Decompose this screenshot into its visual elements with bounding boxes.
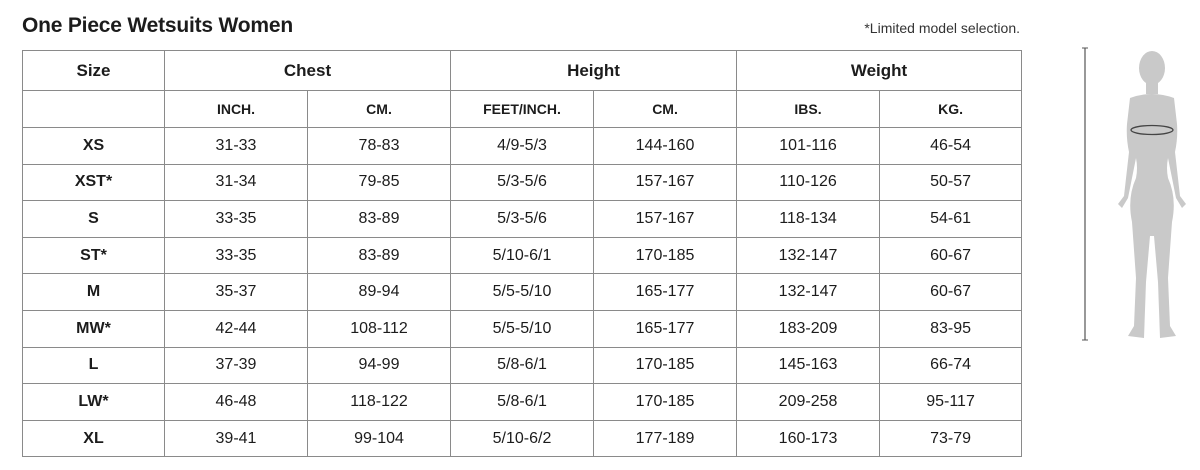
height-feet-inch-cell: 5/3-5/6	[451, 164, 594, 201]
height-cm-cell: 170-185	[594, 384, 737, 421]
chest-inch-cell: 33-35	[165, 201, 308, 238]
weight-lbs-cell: 110-126	[737, 164, 880, 201]
weight-lbs-cell: 160-173	[737, 420, 880, 457]
size-cell: M	[23, 274, 165, 311]
chest-inch-cell: 31-34	[165, 164, 308, 201]
size-cell: S	[23, 201, 165, 238]
chest-inch-cell: 37-39	[165, 347, 308, 384]
height-cm-cell: 157-167	[594, 164, 737, 201]
chest-cm-cell: 118-122	[308, 384, 451, 421]
table-row	[23, 201, 1022, 238]
chest-inch-cell: 33-35	[165, 237, 308, 274]
chest-cm-cell: 83-89	[308, 201, 451, 238]
table-row	[23, 128, 1022, 165]
chest-header: Chest	[165, 51, 451, 91]
weight-lbs-cell: 132-147	[737, 274, 880, 311]
height-feet-inch-cell: 4/9-5/3	[451, 128, 594, 165]
table-row	[23, 347, 1022, 384]
weight-kg-cell: 83-95	[880, 310, 1022, 347]
height-feet-inch-cell: 5/5-5/10	[451, 310, 594, 347]
unit-header-chest-inch: INCH.	[165, 91, 308, 128]
female-body-silhouette-icon	[1080, 46, 1200, 342]
weight-lbs-cell: 145-163	[737, 347, 880, 384]
size-chart-table	[22, 50, 1022, 457]
chest-cm-cell: 78-83	[308, 128, 451, 165]
chest-inch-cell: 42-44	[165, 310, 308, 347]
size-cell: XL	[23, 420, 165, 457]
table-row	[23, 274, 1022, 311]
weight-kg-cell: 60-67	[880, 274, 1022, 311]
height-feet-inch-cell: 5/3-5/6	[451, 201, 594, 238]
table-row	[23, 310, 1022, 347]
unit-header-blank	[23, 91, 165, 128]
height-feet-inch-cell: 5/5-5/10	[451, 274, 594, 311]
footnote: *Limited model selection.	[864, 20, 1020, 36]
chest-cm-cell: 94-99	[308, 347, 451, 384]
weight-kg-cell: 73-79	[880, 420, 1022, 457]
group-header-row	[23, 51, 1022, 91]
chest-cm-cell: 108-112	[308, 310, 451, 347]
height-feet-inch-cell: 5/10-6/2	[451, 420, 594, 457]
weight-lbs-cell: 101-116	[737, 128, 880, 165]
weight-lbs-cell: 118-134	[737, 201, 880, 238]
weight-lbs-cell: 132-147	[737, 237, 880, 274]
unit-header-weight-lbs: IBS.	[737, 91, 880, 128]
size-cell: XS	[23, 128, 165, 165]
height-cm-cell: 165-177	[594, 310, 737, 347]
chest-cm-cell: 89-94	[308, 274, 451, 311]
unit-header-height-feet-inch: FEET/INCH.	[451, 91, 594, 128]
size-cell: XST*	[23, 164, 165, 201]
height-cm-cell: 144-160	[594, 128, 737, 165]
height-header: Height	[451, 51, 737, 91]
size-cell: L	[23, 347, 165, 384]
page-title: One Piece Wetsuits Women	[22, 14, 293, 37]
table-row	[23, 420, 1022, 457]
height-cm-cell: 170-185	[594, 237, 737, 274]
height-feet-inch-cell: 5/10-6/1	[451, 237, 594, 274]
size-cell: LW*	[23, 384, 165, 421]
unit-header-height-cm: CM.	[594, 91, 737, 128]
table-row	[23, 164, 1022, 201]
weight-lbs-cell: 209-258	[737, 384, 880, 421]
weight-header: Weight	[737, 51, 1022, 91]
weight-kg-cell: 46-54	[880, 128, 1022, 165]
weight-kg-cell: 50-57	[880, 164, 1022, 201]
chest-inch-cell: 35-37	[165, 274, 308, 311]
unit-header-chest-cm: CM.	[308, 91, 451, 128]
weight-kg-cell: 54-61	[880, 201, 1022, 238]
height-feet-inch-cell: 5/8-6/1	[451, 384, 594, 421]
weight-kg-cell: 66-74	[880, 347, 1022, 384]
table-row	[23, 384, 1022, 421]
size-cell: MW*	[23, 310, 165, 347]
height-feet-inch-cell: 5/8-6/1	[451, 347, 594, 384]
chest-inch-cell: 46-48	[165, 384, 308, 421]
silhouette-shape	[1118, 51, 1186, 338]
chest-cm-cell: 99-104	[308, 420, 451, 457]
height-cm-cell: 177-189	[594, 420, 737, 457]
size-cell: ST*	[23, 237, 165, 274]
weight-lbs-cell: 183-209	[737, 310, 880, 347]
weight-kg-cell: 95-117	[880, 384, 1022, 421]
chest-cm-cell: 79-85	[308, 164, 451, 201]
unit-header-weight-kg: KG.	[880, 91, 1022, 128]
chest-inch-cell: 39-41	[165, 420, 308, 457]
table-row	[23, 237, 1022, 274]
chest-cm-cell: 83-89	[308, 237, 451, 274]
height-cm-cell: 157-167	[594, 201, 737, 238]
weight-kg-cell: 60-67	[880, 237, 1022, 274]
chest-inch-cell: 31-33	[165, 128, 308, 165]
height-cm-cell: 170-185	[594, 347, 737, 384]
size-header: Size	[23, 51, 165, 91]
unit-header-row	[23, 91, 1022, 128]
height-cm-cell: 165-177	[594, 274, 737, 311]
